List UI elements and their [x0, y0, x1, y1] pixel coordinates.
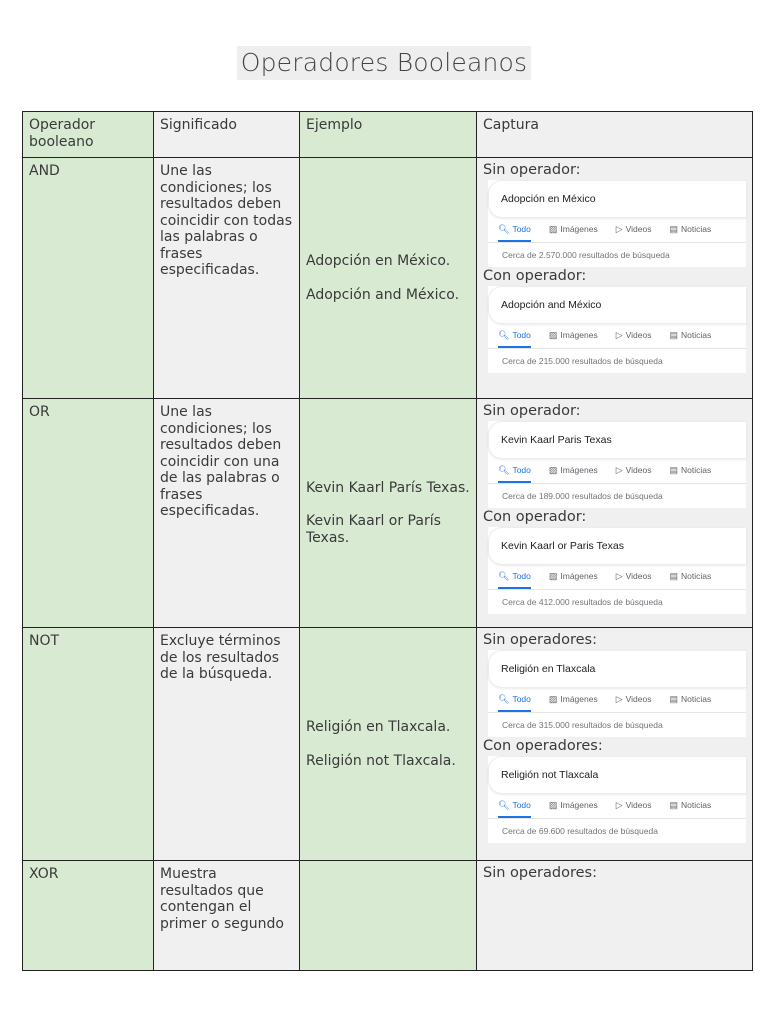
capture-label: Con operador: [483, 509, 587, 525]
tab-label: Imágenes [560, 693, 598, 704]
operator-cell: XOR [23, 861, 154, 971]
tab-videos [616, 568, 652, 590]
tab-todo [498, 691, 531, 713]
example-2: Religión not Tlaxcala. [306, 752, 456, 769]
result-count: Cerca de 315.000 resultados de búsqueda [502, 719, 663, 730]
search-icon: 🔍︎ [498, 570, 510, 581]
tab-todo [498, 568, 531, 590]
tab-noticias [670, 221, 712, 243]
tab-label: Videos [625, 223, 652, 234]
search-icon: 🔍︎ [498, 464, 510, 475]
header-meaning: Significado [154, 112, 300, 158]
search-query: Adopción en México [488, 180, 746, 218]
capture-label: Sin operadores: [483, 632, 597, 648]
tab-label: Videos [625, 799, 652, 810]
operator-cell: AND [23, 158, 154, 399]
search-screenshot [488, 527, 746, 614]
capture-label: Con operadores: [483, 738, 603, 754]
operator-cell: NOT [23, 628, 154, 861]
meaning-cell: Une las condiciones; los resultados deben coincidir con todas las palabras o frases especificadas. [154, 158, 300, 399]
news-icon: ▤ [669, 570, 679, 581]
image-icon: ▨ [548, 329, 558, 340]
capture-label: Con operador: [483, 268, 587, 284]
search-query: Adopción and México [488, 286, 746, 324]
example-2: Kevin Kaarl or París Texas. [306, 513, 441, 546]
search-tabs [488, 565, 746, 590]
result-count: Cerca de 412.000 resultados de búsqueda [502, 596, 663, 607]
tab-label: Videos [625, 329, 652, 340]
news-icon: ▤ [669, 223, 679, 234]
tab-noticias [670, 462, 712, 484]
tab-label: Todo [512, 329, 531, 340]
news-icon: ▤ [669, 329, 679, 340]
tab-videos [616, 327, 652, 349]
tab-noticias [670, 691, 712, 713]
tab-label: Noticias [681, 464, 712, 475]
tab-imagenes [549, 327, 598, 349]
search-icon: 🔍︎ [498, 693, 510, 704]
tab-imagenes [549, 221, 598, 243]
search-tabs [488, 688, 746, 713]
tab-label: Noticias [681, 570, 712, 581]
result-count: Cerca de 2.570.000 resultados de búsqueda [502, 249, 670, 260]
tab-todo [498, 327, 531, 349]
tab-label: Todo [512, 223, 531, 234]
search-icon: 🔍︎ [498, 799, 510, 810]
header-capture: Captura [477, 112, 753, 158]
tab-label: Imágenes [560, 570, 598, 581]
result-count: Cerca de 69.600 resultados de búsqueda [502, 825, 658, 836]
operator-cell: OR [23, 399, 154, 628]
table-row-not [23, 628, 753, 861]
news-icon: ▤ [669, 799, 679, 810]
example-1: Adopción en México. [306, 253, 451, 269]
boolean-operators-table [22, 111, 753, 971]
tab-videos [616, 691, 652, 713]
tab-videos [616, 221, 652, 243]
search-icon: 🔍︎ [498, 329, 510, 340]
table-row-and [23, 158, 753, 399]
header-example: Ejemplo [300, 112, 477, 158]
capture-cell [477, 861, 753, 971]
search-tabs [488, 459, 746, 484]
tab-label: Noticias [681, 799, 712, 810]
result-count: Cerca de 215.000 resultados de búsqueda [502, 355, 663, 366]
play-icon: ▷ [615, 570, 623, 581]
table-row-or [23, 399, 753, 628]
result-count: Cerca de 189.000 resultados de búsqueda [502, 490, 663, 501]
tab-label: Videos [625, 464, 652, 475]
search-screenshot [488, 286, 746, 373]
example-cell [300, 399, 477, 628]
search-screenshot [488, 180, 746, 267]
tab-label: Imágenes [560, 329, 598, 340]
search-screenshot [488, 756, 746, 843]
image-icon: ▨ [548, 464, 558, 475]
example-1: Religión en Tlaxcala. [306, 719, 451, 735]
tab-label: Videos [625, 570, 652, 581]
table-row-xor [23, 861, 753, 971]
tab-imagenes [549, 462, 598, 484]
meaning-cell: Une las condiciones; los resultados deben coincidir con una de las palabras o frases especificadas. [154, 399, 300, 628]
search-query: Kevin Kaarl or Paris Texas [488, 527, 746, 565]
capture-label: Sin operador: [483, 403, 581, 419]
tab-label: Todo [512, 570, 531, 581]
image-icon: ▨ [548, 570, 558, 581]
tab-label: Noticias [681, 693, 712, 704]
tab-imagenes [549, 797, 598, 819]
search-tabs [488, 218, 746, 243]
tab-label: Todo [512, 799, 531, 810]
document-title: Operadores Booleanos [237, 46, 532, 80]
image-icon: ▨ [548, 693, 558, 704]
tab-label: Noticias [681, 223, 712, 234]
example-cell [300, 861, 477, 971]
search-query: Religión not Tlaxcala [488, 756, 746, 794]
capture-label: Sin operador: [483, 162, 581, 178]
example-2: Adopción and México. [306, 286, 460, 303]
meaning-cell: Excluye términos de los resultados de la búsqueda. [154, 628, 300, 861]
tab-label: Noticias [681, 329, 712, 340]
tab-label: Todo [512, 693, 531, 704]
tab-todo [498, 797, 531, 819]
tab-label: Imágenes [560, 799, 598, 810]
capture-cell [477, 399, 753, 628]
example-cell [300, 628, 477, 861]
capture-cell [477, 628, 753, 861]
search-query: Religión en Tlaxcala [488, 650, 746, 688]
tab-noticias [670, 568, 712, 590]
tab-label: Imágenes [560, 464, 598, 475]
image-icon: ▨ [548, 223, 558, 234]
search-screenshot [488, 650, 746, 737]
news-icon: ▤ [669, 693, 679, 704]
play-icon: ▷ [615, 223, 623, 234]
tab-label: Todo [512, 464, 531, 475]
tab-todo [498, 462, 531, 484]
document-title-wrap [0, 46, 768, 80]
tab-noticias [670, 327, 712, 349]
tab-imagenes [549, 568, 598, 590]
tab-label: Imágenes [560, 223, 598, 234]
search-tabs [488, 794, 746, 819]
header-row [23, 112, 753, 158]
tab-noticias [670, 797, 712, 819]
news-icon: ▤ [669, 464, 679, 475]
tab-imagenes [549, 691, 598, 713]
tab-todo [498, 221, 531, 243]
play-icon: ▷ [615, 799, 623, 810]
play-icon: ▷ [615, 693, 623, 704]
example-cell [300, 158, 477, 399]
capture-label: Sin operadores: [483, 865, 597, 881]
search-query: Kevin Kaarl Paris Texas [488, 421, 746, 459]
tab-label: Videos [625, 693, 652, 704]
play-icon: ▷ [615, 329, 623, 340]
image-icon: ▨ [548, 799, 558, 810]
meaning-cell: Muestra resultados que contengan el primer o segundo [154, 861, 300, 971]
search-screenshot [488, 421, 746, 508]
capture-cell [477, 158, 753, 399]
tab-videos [616, 797, 652, 819]
play-icon: ▷ [615, 464, 623, 475]
example-1: Kevin Kaarl París Texas. [306, 479, 470, 496]
header-operator: Operador booleano [23, 112, 154, 158]
tab-videos [616, 462, 652, 484]
search-icon: 🔍︎ [498, 223, 510, 234]
search-tabs [488, 324, 746, 349]
